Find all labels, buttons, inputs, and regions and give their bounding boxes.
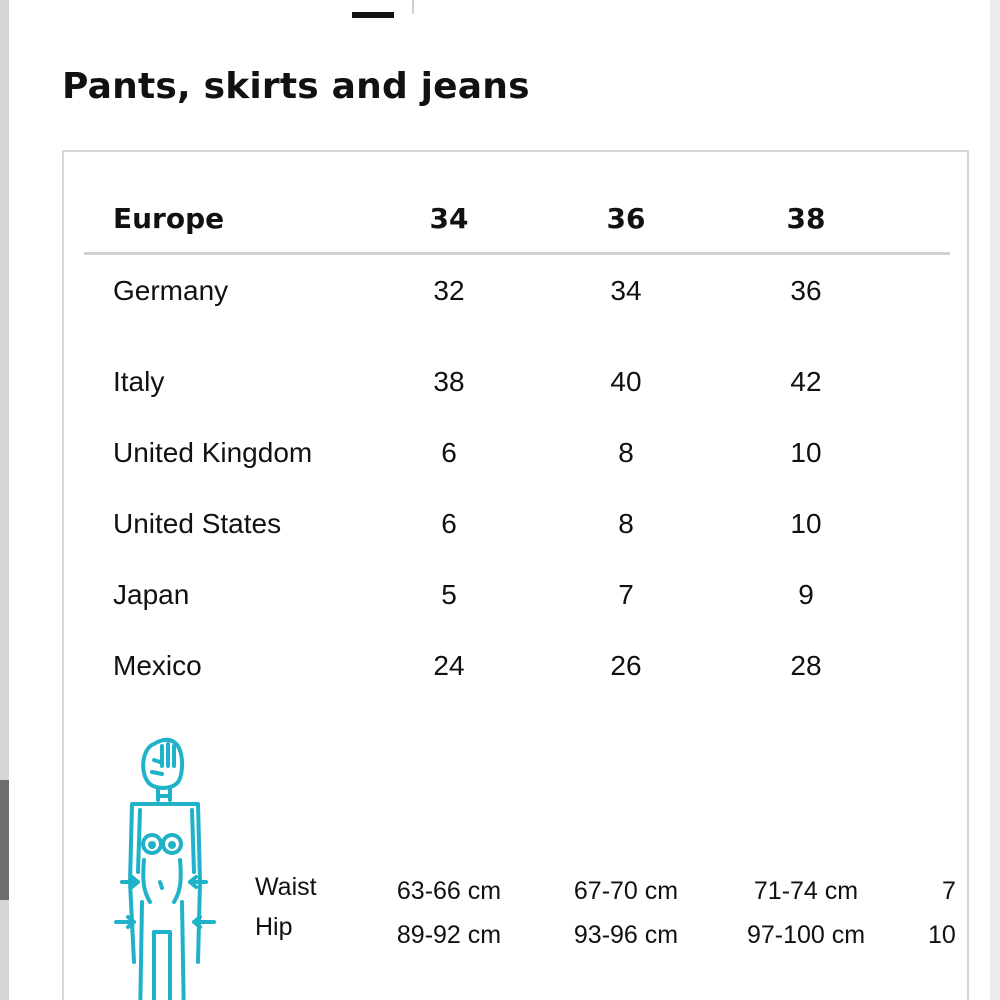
header-size: 36 (606, 202, 646, 235)
row-value: 8 (618, 508, 634, 539)
waist-value: 71-74 cm (753, 877, 859, 905)
row-value: 9 (798, 579, 814, 610)
row-value: 6 (441, 437, 457, 468)
row-value: 32 (433, 275, 465, 306)
row-value: 10 (790, 508, 822, 539)
waist-value: 63-66 cm (396, 877, 502, 905)
row-value: 26 (610, 650, 642, 681)
body-measurement-figure-icon (114, 732, 234, 1000)
waist-value: 67-70 cm (573, 877, 679, 905)
hip-value: 93-96 cm (573, 921, 679, 949)
left-edge-strip (0, 0, 9, 1000)
hip-value: 97-100 cm (746, 921, 866, 949)
row-value: 36 (790, 275, 822, 306)
row-value: 24 (433, 650, 465, 681)
row-value: 10 (790, 437, 822, 468)
waist-value-clipped: 7 (942, 877, 956, 905)
row-value: 38 (433, 366, 465, 397)
row-country: Germany (113, 275, 229, 306)
row-value: 34 (610, 275, 642, 306)
tab-separator (412, 0, 414, 14)
row-value: 42 (790, 366, 822, 397)
row-country: Mexico (113, 650, 202, 681)
header-size: 34 (429, 202, 469, 235)
row-country: United Kingdom (113, 437, 313, 468)
row-value: 28 (790, 650, 822, 681)
row-country: Italy (113, 366, 165, 397)
row-country: Japan (113, 579, 190, 610)
hip-value: 89-92 cm (396, 921, 502, 949)
page-title: Pants, skirts and jeans (62, 66, 530, 107)
header-divider (84, 252, 950, 255)
waist-label: Waist (255, 873, 317, 901)
hip-value-clipped: 10 (928, 921, 956, 949)
hip-label: Hip (255, 913, 293, 941)
row-value: 40 (610, 366, 642, 397)
row-value: 5 (441, 579, 457, 610)
row-value: 8 (618, 437, 634, 468)
active-tab-indicator[interactable] (352, 12, 394, 18)
size-chart-card (62, 150, 969, 1000)
left-edge-scroll-thumb (0, 780, 9, 900)
row-country: United States (113, 508, 282, 539)
header-size: 38 (786, 202, 826, 235)
row-value: 6 (441, 508, 457, 539)
header-region-label: Europe (113, 202, 225, 235)
right-edge-strip (990, 0, 1000, 1000)
row-value: 7 (618, 579, 634, 610)
